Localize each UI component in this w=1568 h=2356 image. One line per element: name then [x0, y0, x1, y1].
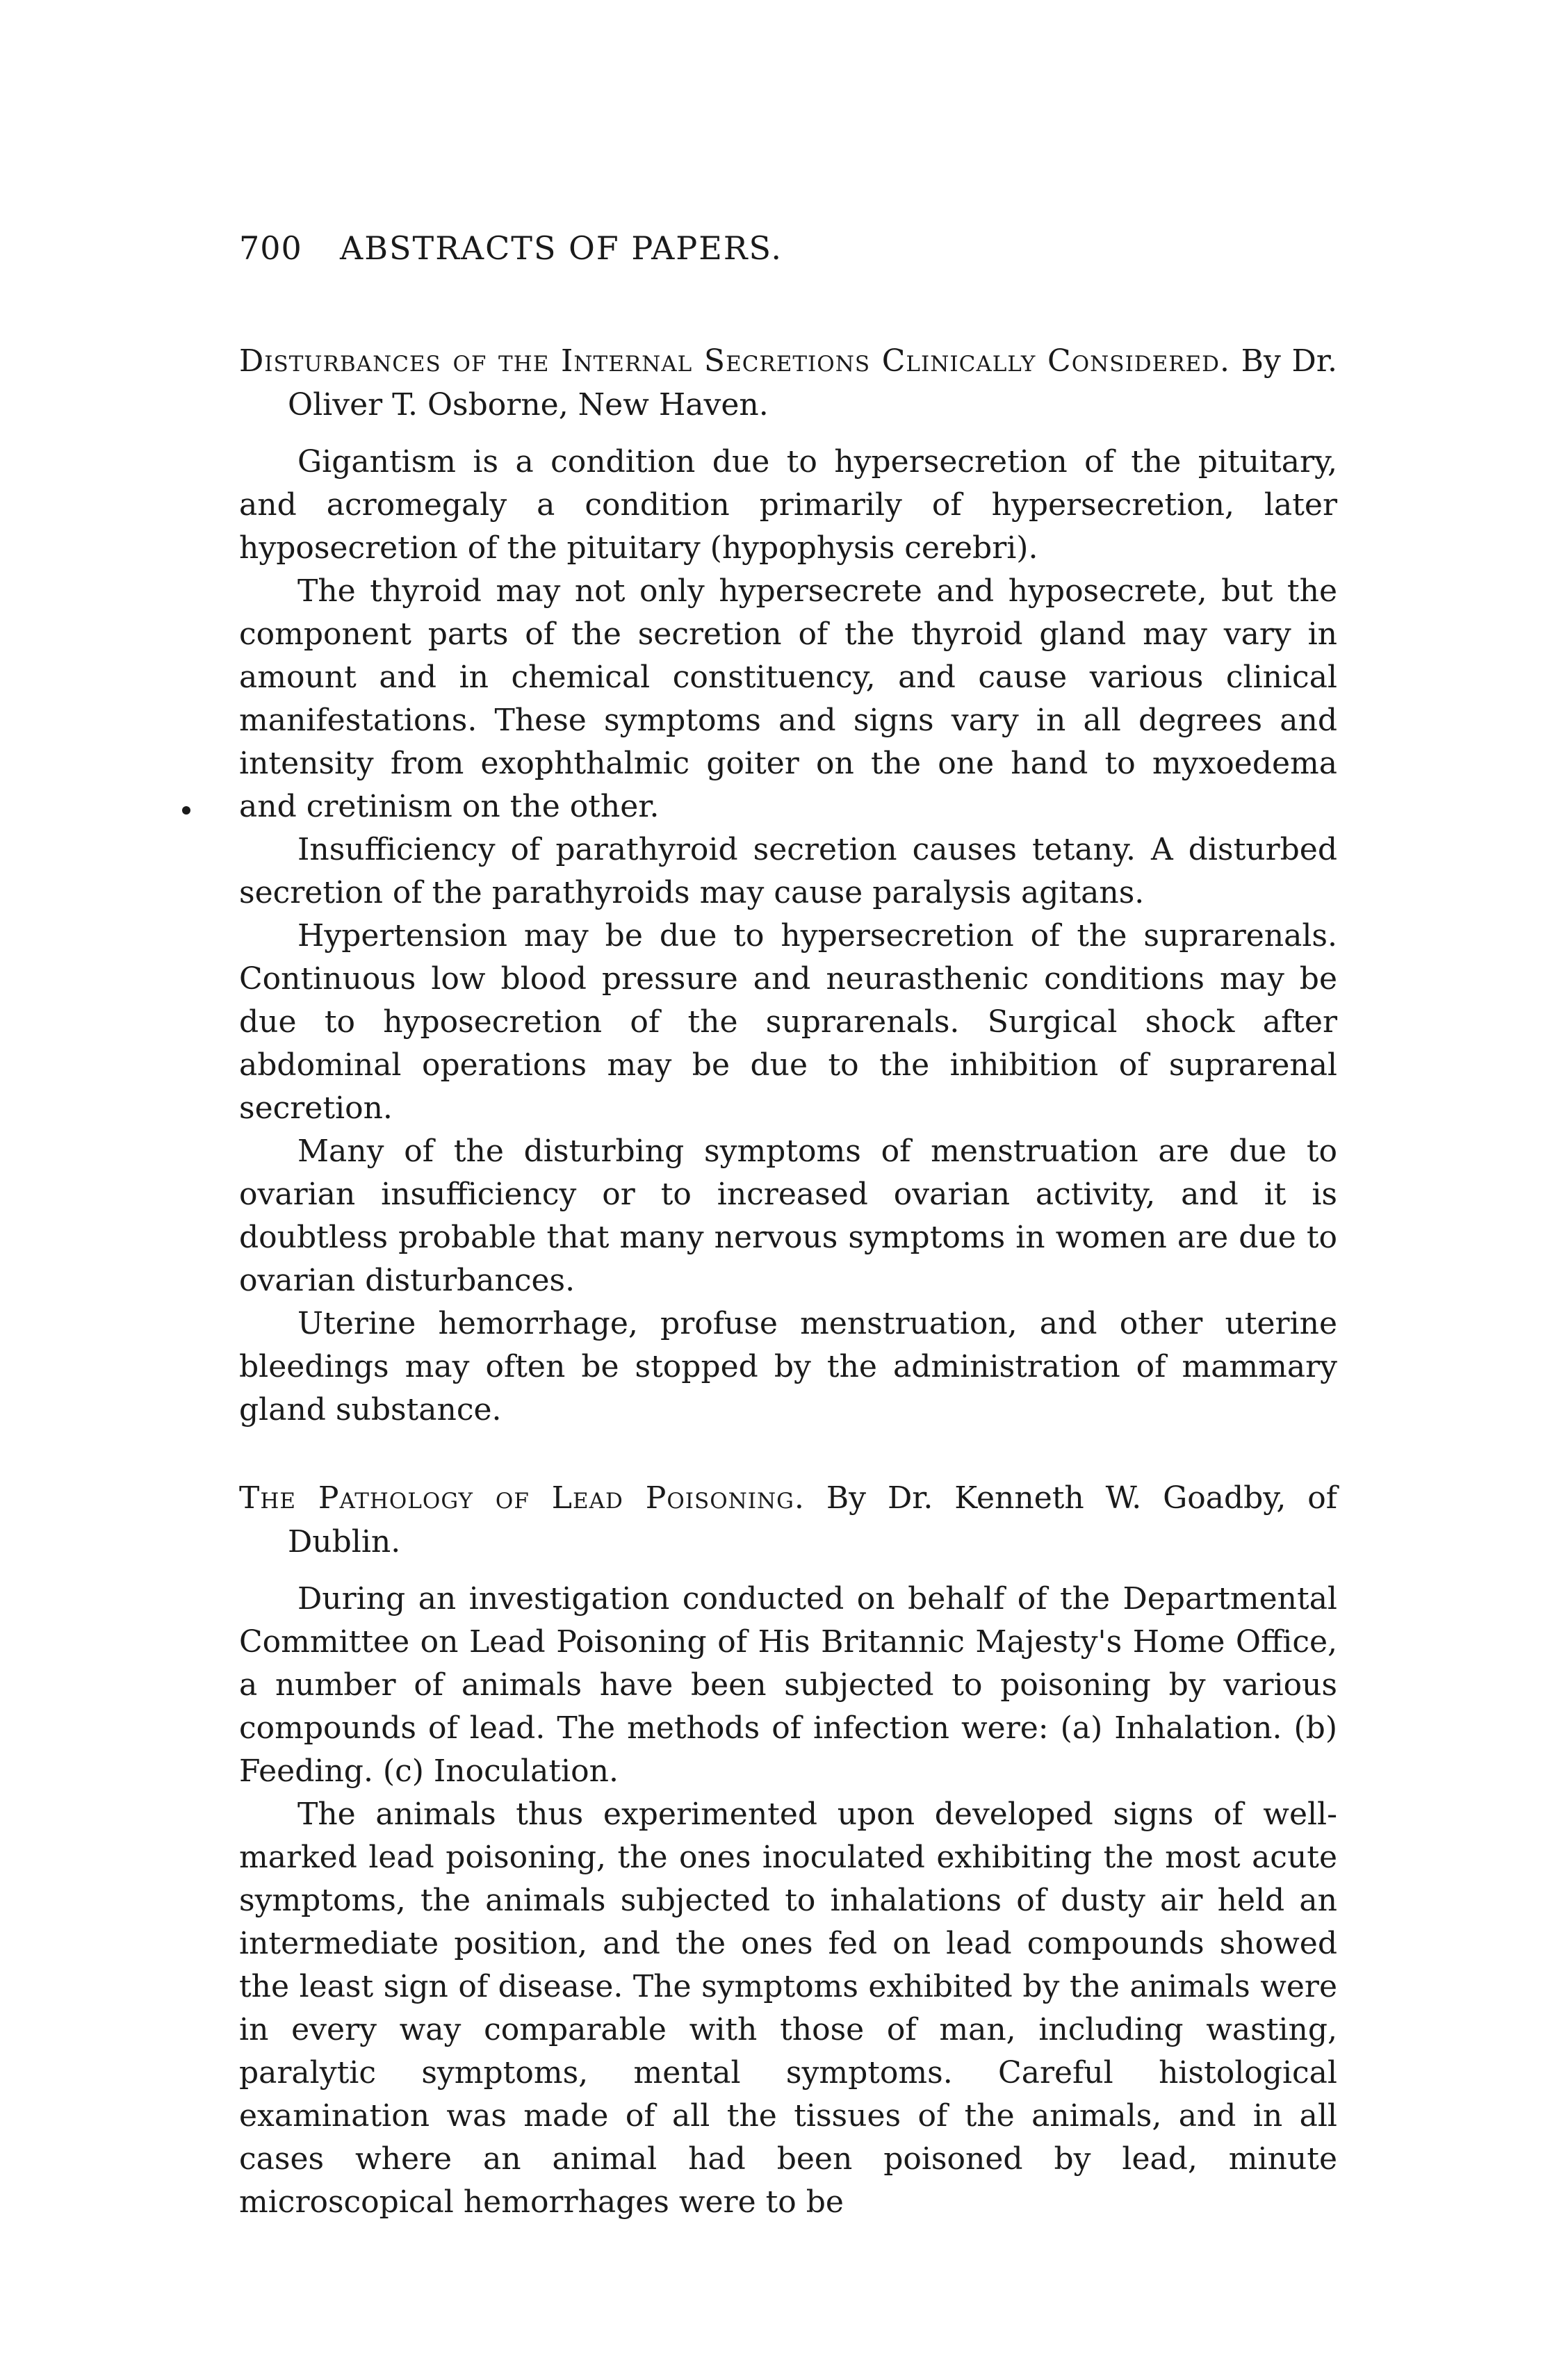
paragraph: Uterine hemorrhage, profuse menstruation, and other uterine bleedings may often be stopped by the administration of mammary gland substance. — [239, 1306, 1337, 1427]
running-head — [239, 229, 1337, 285]
paragraph: Insufficiency of parathyroid secretion causes tetany. A disturbed secretion of the parathyroids may cause paralysis agitans. — [239, 832, 1337, 910]
paragraph: Many of the disturbing symptoms of menstruation are due to ovarian insufficiency or to increased ovarian activity, and it is doubtless probable that many nervous symptoms in women are due to ovarian disturbances. — [239, 1134, 1337, 1298]
paragraph: The animals thus experimented upon developed signs of well-marked lead poisoning, the ones inoculated exhibiting the most acute symptoms, the animals subjected to inhalations of dusty air held an intermediate position, and the ones fed on lead compounds showed the least sign of disease. The symptoms exhibited by the animals were in every way comparable with those of man, including wasting, paralytic symptoms, mental symptoms. Careful histological examination was made of all the tissues of the animals, and in all cases where an animal had been poisoned by lead, minute microscopical hemorrhages were to be — [239, 1797, 1337, 2220]
running-title: ABSTRACTS OF PAPERS. — [340, 229, 783, 267]
paragraph: The thyroid may not only hypersecrete and hyposecrete, but the component parts of the secretion of the thyroid gland may vary in amount and in chemical constituency, and cause various clinical manifestations. These symptoms and signs vary in all degrees and intensity from exophthalmic goiter on the one hand to myxoedema and cretinism on the other. — [239, 573, 1337, 824]
margin-mark — [182, 806, 190, 815]
paragraph: Gigantism is a condition due to hypersecretion of the pituitary, and acromegaly a condition primarily of hypersecretion, later hyposecretion of the pituitary (hypophysis cerebri). — [239, 444, 1337, 566]
paragraph: Hypertension may be due to hypersecretion of the suprarenals. Continuous low blood pressure and neurasthenic conditions may be due to hyposecretion of the suprarenals. Surgical shock after abdominal operations may be due to the inhibition of suprarenal secretion. — [239, 918, 1337, 1126]
article-byline: By Dr. Kenneth W. Goadby, of Dublin. — [288, 1480, 1337, 1560]
article-heading — [239, 1476, 1337, 1564]
article-byline: By Dr. Oliver T. Osborne, New Haven. — [288, 343, 1337, 423]
article-title: The Pathology of Lead Poisoning. — [239, 1480, 805, 1516]
article-heading — [239, 339, 1337, 427]
page-number: 700 — [239, 229, 302, 267]
article-title: Disturbances of the Internal Secretions Clinically Considered. — [239, 343, 1231, 379]
document-page — [239, 229, 1337, 2224]
paragraph: During an investigation conducted on behalf of the Departmental Committee on Lead Poisoning of His Britannic Majesty's Home Office, a number of animals have been subjected to poisoning by various compounds of lead. The methods of infection were: (a) Inhalation. (b) Feeding. (c) Inoculation. — [239, 1581, 1337, 1789]
